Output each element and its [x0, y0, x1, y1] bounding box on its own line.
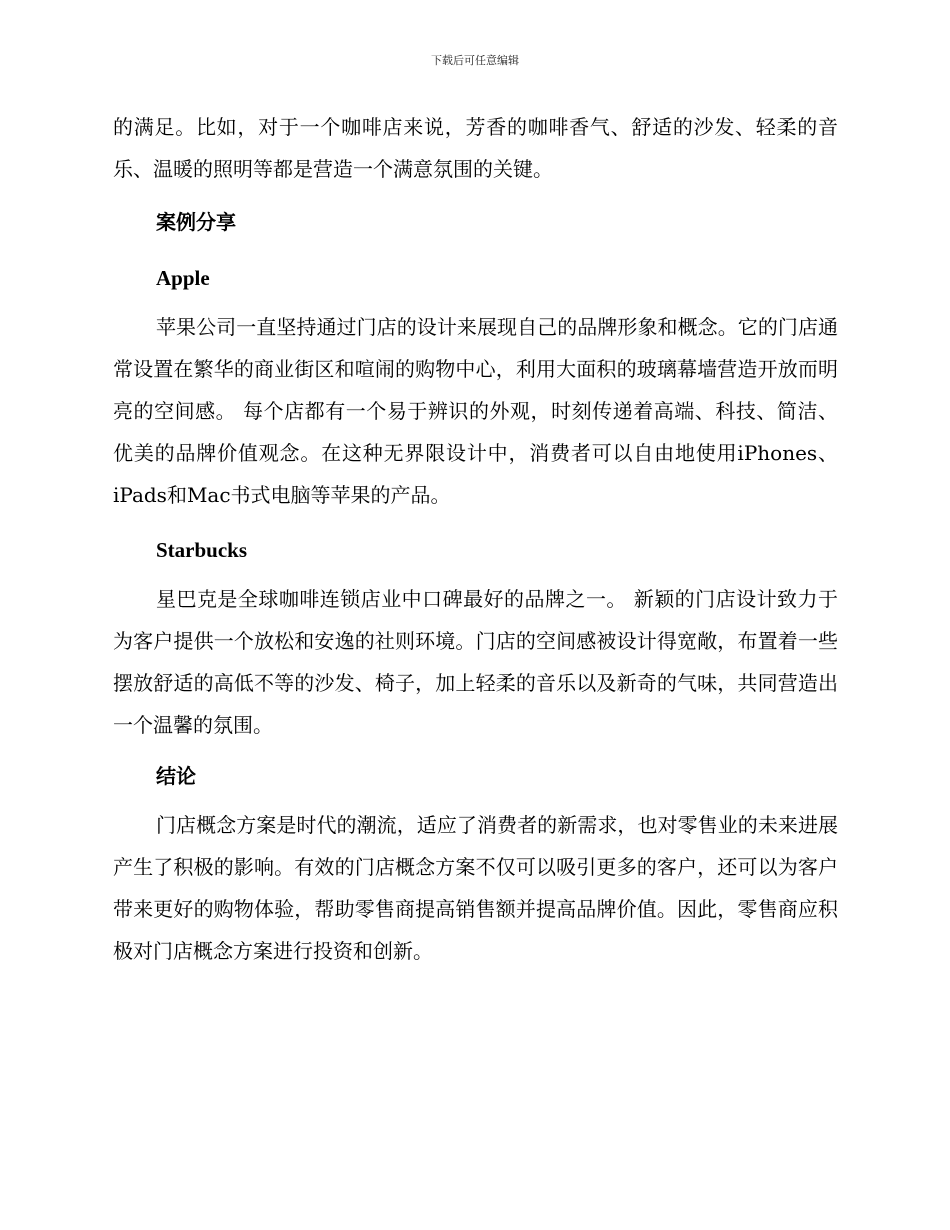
- document-body: [113, 106, 838, 972]
- apple-heading: Apple: [156, 266, 210, 290]
- conclusion-heading: 结论: [156, 764, 196, 788]
- case-study-heading: 案例分享: [156, 210, 236, 234]
- starbucks-heading: Starbucks: [156, 538, 248, 562]
- page-header: 下载后可任意编辑: [431, 54, 519, 67]
- apple-paragraph: 苹果公司一直坚持通过门店的设计来展现自己的品牌形象和概念。它的门店通常设置在繁华的商业街区和喧闹的购物中心，利用大面积的玻璃幕墙营造开放而明亮的空间感。 每个店都有一个易于辨识的外观，时刻传递着高端、科技、简洁、优美的品牌价值观念。在这种无界限设计中，消费者可以自由地使用iPhones、iPads和Mac书式电脑等苹果的产品。: [113, 315, 838, 507]
- conclusion-paragraph: 门店概念方案是时代的潮流，适应了消费者的新需求，也对零售业的未来进展产生了积极的影响。有效的门店概念方案不仅可以吸引更多的客户，还可以为客户带来更好的购物体验，帮助零售商提高销售额并提高品牌价值。因此，零售商应积极对门店概念方案进行投资和创新。: [113, 813, 838, 963]
- starbucks-paragraph: 星巴克是全球咖啡连锁店业中口碑最好的品牌之一。 新颖的门店设计致力于为客户提供一个放松和安逸的社则环境。门店的空间感被设计得宽敞，布置着一些摆放舒适的高低不等的沙发、椅子，加上轻柔的音乐以及新奇的气味，共同营造出一个温馨的氛围。: [113, 587, 838, 737]
- intro-continuation-paragraph: 的满足。比如，对于一个咖啡店来说，芳香的咖啡香气、舒适的沙发、轻柔的音乐、温暖的照明等都是营造一个满意氛围的关键。: [113, 115, 838, 181]
